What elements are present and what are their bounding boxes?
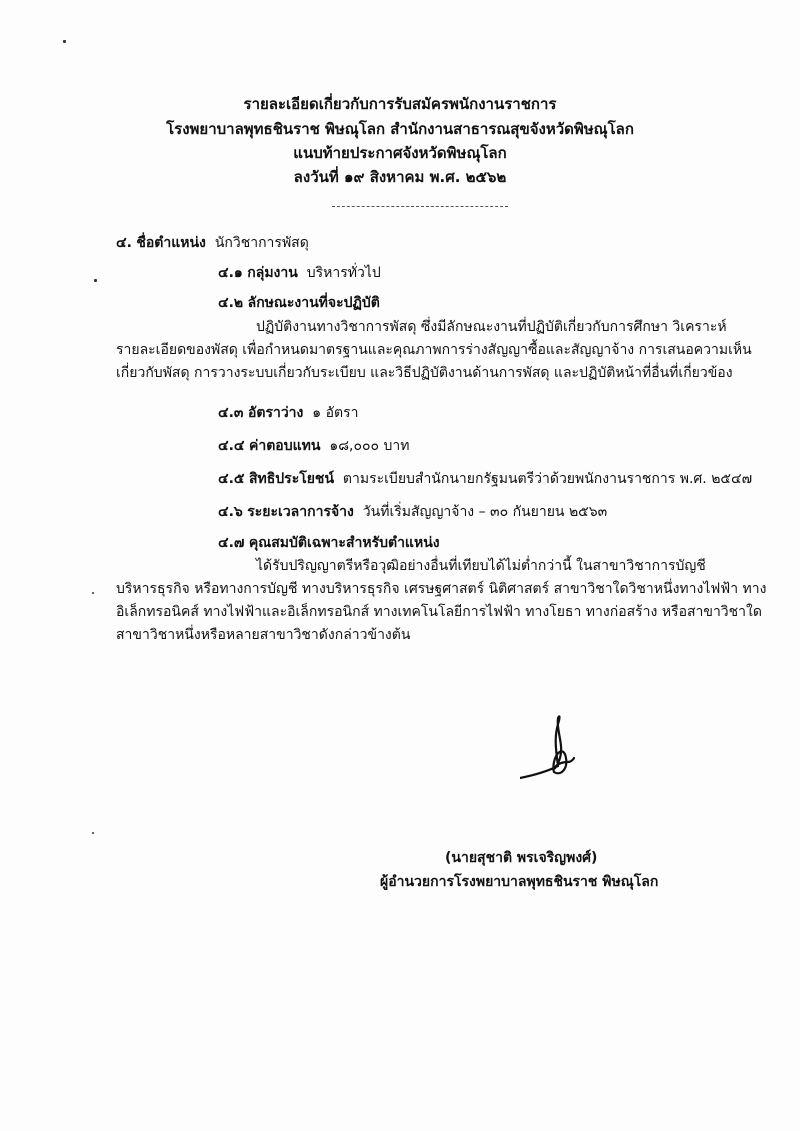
item-4-7-para-line-3: อิเล็กทรอนิคส์ ทางไฟฟ้าและอิเล็กทรอนิกส์ ทางเทคโนโลยีการไฟฟ้า ทางโยธา ทางก่อสร้าง หรือสาขาวิชาใด — [116, 604, 762, 620]
item-number: ๔.๗ — [218, 535, 245, 551]
header-line-1: รายละเอียดเกี่ยวกับการรับสมัครพนักงานราชการ — [243, 95, 557, 113]
item-4-7-para-line-4: สาขาวิชาหนึ่งหรือหลายสาขาวิชาดังกล่าวข้างต้น — [116, 627, 411, 643]
item-value: วันที่เริ่มสัญญาจ้าง – ๓๐ กันยายน ๒๕๖๓ — [362, 504, 608, 520]
item-4-7-para-line-2: บริหารธุรกิจ หรือทางการบัญชี ทางบริหารธุรกิจ เศรษฐศาสตร์ นิติศาสตร์ สาขาวิชาใดวิชาหนึ่งทางไฟฟ้า ทาง — [116, 581, 767, 597]
signatory-title: ผู้อำนวยการโรงพยาบาลพุทธชินราช พิษณุโลก — [380, 874, 659, 890]
scan-speck — [92, 832, 94, 834]
scan-speck — [92, 592, 94, 594]
handwritten-signature — [520, 700, 620, 810]
item-number: ๔.๓ — [218, 405, 244, 421]
item-4-4 — [218, 437, 410, 455]
item-number: ๔.๖ — [218, 504, 243, 520]
item-4-1 — [218, 264, 381, 282]
signatory-name: (นายสุชาติ พรเจริญพงศ์) — [445, 850, 598, 866]
item-4-2 — [218, 294, 380, 312]
item-label: สิทธิประโยชน์ — [248, 471, 335, 487]
section-label: ชื่อตำแหน่ง — [136, 235, 206, 251]
scan-speck — [63, 40, 66, 43]
item-label: อัตราว่าง — [247, 405, 304, 421]
item-value: ตามระเบียบสำนักนายกรัฐมนตรีว่าด้วยพนักงานราชการ พ.ศ. ๒๕๔๗ — [342, 471, 753, 487]
header-divider — [332, 206, 508, 207]
item-number: ๔.๑ — [218, 265, 243, 281]
item-label: ระยะเวลาการจ้าง — [247, 504, 354, 520]
item-number: ๔.๔ — [218, 438, 245, 454]
item-label: ลักษณะงานที่จะปฏิบัติ — [247, 295, 380, 311]
item-4-2-para-line-1: ปฏิบัติงานทางวิชาการพัสดุ ซึ่งมีลักษณะงานที่ปฏิบัติเกี่ยวกับการศึกษา วิเคราะห์ — [256, 319, 727, 335]
item-value: ๑๘,๐๐๐ บาท — [329, 438, 410, 454]
header-date: ลงวันที่ ๑๙ สิงหาคม พ.ศ. ๒๕๖๒ — [293, 168, 507, 186]
item-4-5 — [218, 470, 752, 488]
item-number: ๔.๕ — [218, 471, 245, 487]
item-4-2-para-line-3: เกี่ยวกับพัสดุ การวางระบบเกี่ยวกับระเบียบ และวิธีปฏิบัติงานด้านการพัสดุ และปฏิบัติหน้าที่อื่นที่เกี่ยวข้อง — [116, 365, 733, 381]
section-number: ๔. — [116, 235, 132, 251]
position-name: นักวิชาการพัสดุ — [214, 235, 309, 251]
item-label: ค่าตอบแทน — [248, 438, 321, 454]
item-4-7 — [218, 534, 440, 552]
item-4-3 — [218, 404, 359, 422]
item-value: ๑ อัตรา — [312, 405, 359, 421]
section-4-heading — [116, 234, 309, 252]
item-label: กลุ่มงาน — [247, 265, 298, 281]
item-4-7-para-line-1: ได้รับปริญญาตรีหรือวุฒิอย่างอื่นที่เทียบได้ไม่ต่ำกว่านี้ ในสาขาวิชาการบัญชี — [256, 558, 706, 574]
item-4-2-para-line-2: รายละเอียดของพัสดุ เพื่อกำหนดมาตรฐานและคุณภาพการร่างสัญญาซื้อและสัญญาจ้าง การเสนอความเห็น — [116, 342, 752, 358]
item-number: ๔.๒ — [218, 295, 244, 311]
header-line-3: แนบท้ายประกาศจังหวัดพิษณุโลก — [293, 144, 507, 162]
header-line-2: โรงพยาบาลพุทธชินราช พิษณุโลก สำนักงานสาธารณสุขจังหวัดพิษณุโลก — [166, 120, 634, 138]
item-label: คุณสมบัติเฉพาะสำหรับตำแหน่ง — [248, 535, 440, 551]
item-4-6 — [218, 503, 607, 521]
scan-speck — [94, 279, 97, 282]
item-value: บริหารทั่วไป — [306, 265, 381, 281]
